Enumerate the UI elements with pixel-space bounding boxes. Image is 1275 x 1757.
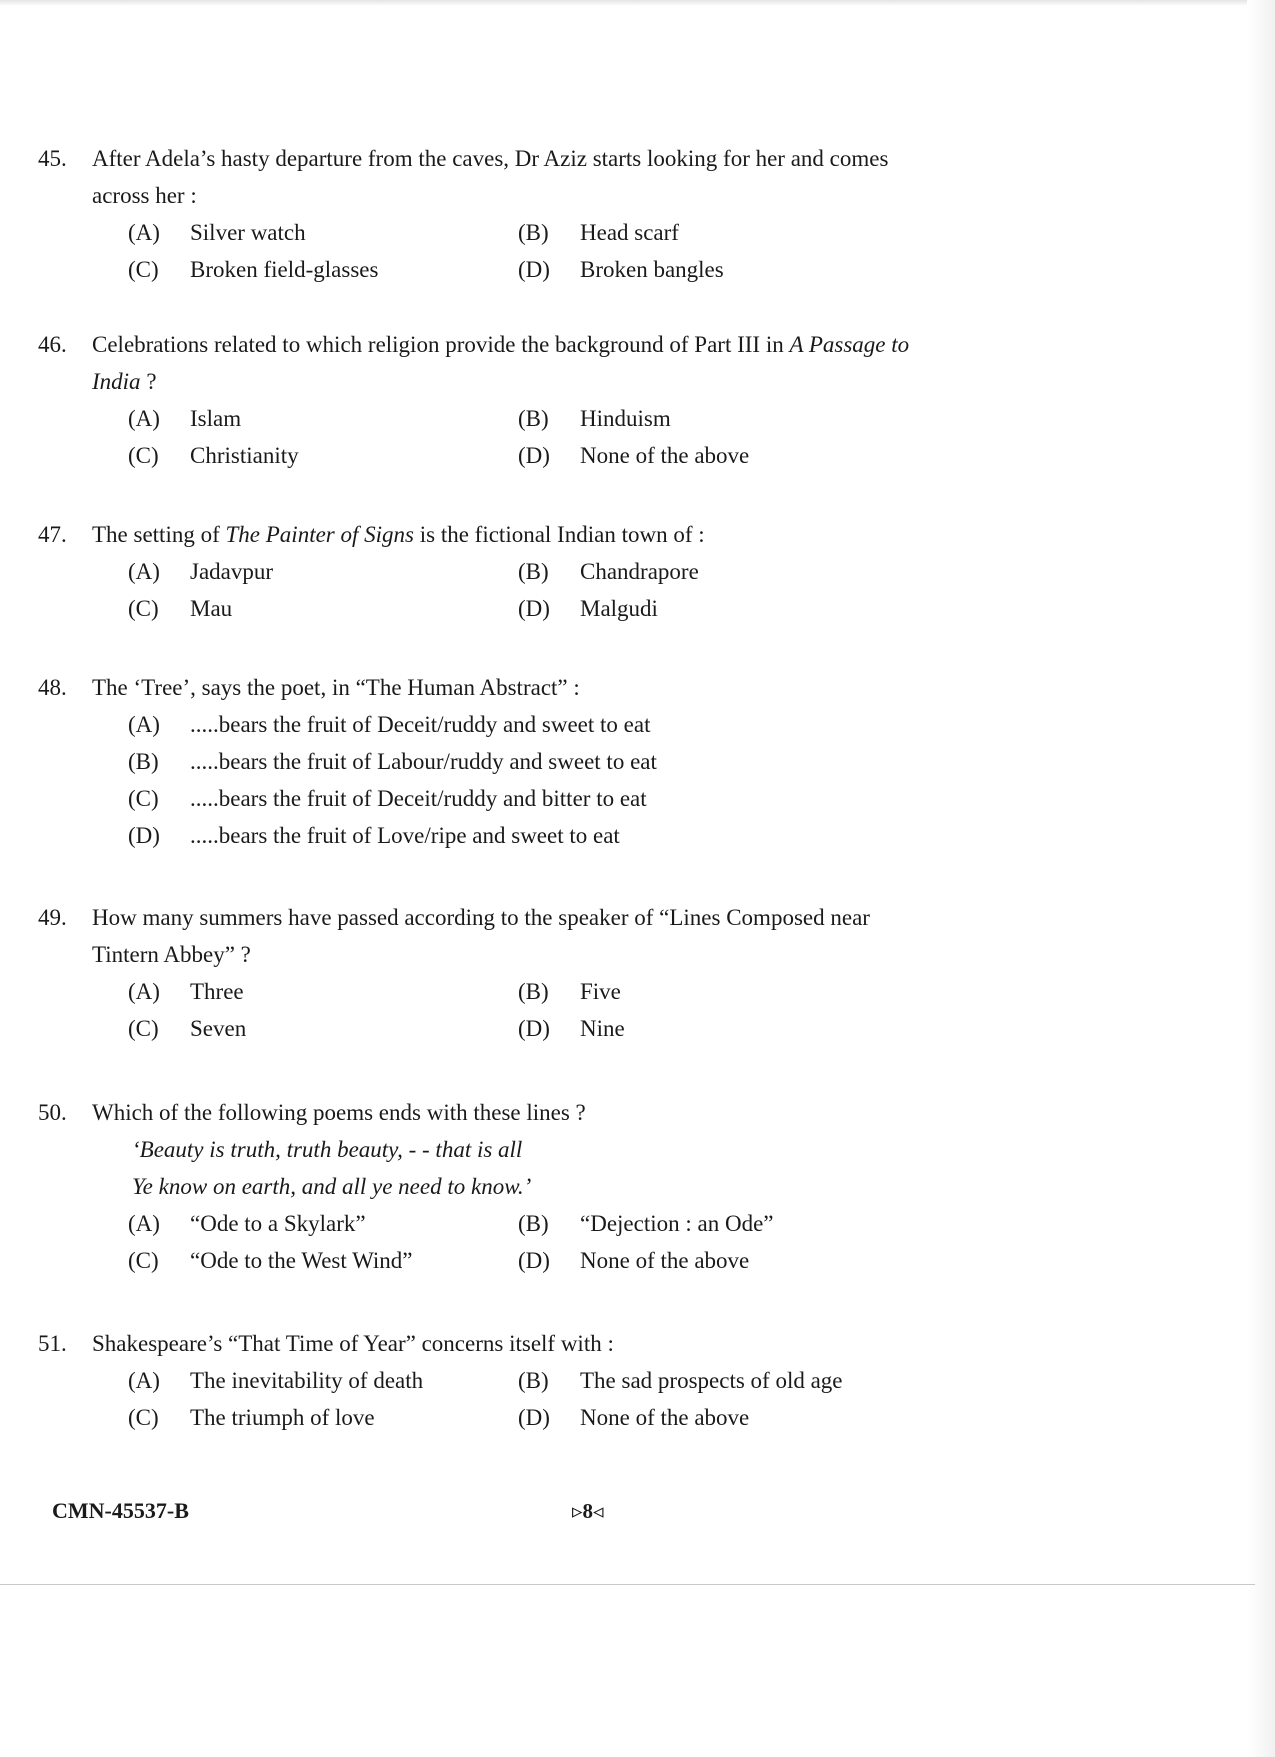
option-a[interactable]: (A) Three (128, 979, 244, 1004)
option-a[interactable]: (A) Silver watch (128, 220, 306, 245)
option-b[interactable]: (B) Hinduism (518, 406, 671, 431)
question-number: 46. (38, 332, 67, 357)
question-number: 47. (38, 522, 67, 547)
question-46 (38, 326, 932, 474)
option-b[interactable]: (B) “Dejection : an Ode” (518, 1211, 774, 1236)
options (128, 1362, 932, 1436)
option-d[interactable]: (D) None of the above (518, 1405, 750, 1430)
scan-right-edge (1247, 0, 1275, 1757)
options (128, 214, 932, 288)
question-number: 50. (38, 1100, 67, 1125)
option-c[interactable]: (C) Broken field-glasses (128, 257, 379, 282)
option-b[interactable]: (B) The sad prospects of old age (518, 1368, 843, 1393)
paper-code: CMN-45537-B (52, 1498, 189, 1523)
question-stem: The setting of The Painter of Signs is the fictional Indian town of : (92, 522, 705, 547)
question-number: 49. (38, 905, 67, 930)
scan-top-edge (0, 0, 1275, 6)
option-a[interactable]: (A) The inevitability of death (128, 1368, 424, 1393)
option-a[interactable]: (A) Jadavpur (128, 559, 274, 584)
question-stem: The ‘Tree’, says the poet, in “The Human Abstract” : (92, 675, 580, 700)
question-47 (38, 516, 932, 627)
bottom-rule (0, 1584, 1255, 1585)
book-title: A Passage to India (92, 332, 910, 394)
option-c[interactable]: (C) Seven (128, 1016, 247, 1041)
option-d[interactable]: (D) None of the above (518, 443, 750, 468)
question-number: 48. (38, 675, 67, 700)
option-a[interactable]: (A) Islam (128, 406, 242, 431)
quote-line: Ye know on earth, and all ye need to know.’ (132, 1174, 532, 1199)
option-d[interactable]: (D) .....bears the fruit of Love/ripe and sweet to eat (128, 823, 620, 848)
question-51 (38, 1325, 932, 1436)
question-stem: Which of the following poems ends with these lines ? (92, 1100, 586, 1125)
question-number: 51. (38, 1331, 67, 1356)
option-c[interactable]: (C) “Ode to the West Wind” (128, 1248, 413, 1273)
option-d[interactable]: (D) Malgudi (518, 596, 658, 621)
option-b[interactable]: (B) Five (518, 979, 621, 1004)
quote-line: ‘Beauty is truth, truth beauty, - - that is all (132, 1137, 523, 1162)
question-stem: Celebrations related to which religion provide the background of Part III in A Passage to India ? (92, 332, 910, 394)
option-b[interactable]: (B) .....bears the fruit of Labour/ruddy and sweet to eat (128, 749, 657, 774)
option-c[interactable]: (C) .....bears the fruit of Deceit/ruddy and bitter to eat (128, 786, 647, 811)
option-a[interactable]: (A) “Ode to a Skylark” (128, 1211, 366, 1236)
question-48 (38, 669, 932, 854)
option-d[interactable]: (D) None of the above (518, 1248, 750, 1273)
options (128, 1205, 932, 1279)
options (128, 973, 932, 1047)
question-stem: After Adela’s hasty departure from the caves, Dr Aziz starts looking for her and comes across her : (92, 146, 889, 208)
option-c[interactable]: (C) Mau (128, 596, 233, 621)
option-d[interactable]: (D) Nine (518, 1016, 625, 1041)
option-d[interactable]: (D) Broken bangles (518, 257, 724, 282)
question-45 (38, 140, 932, 288)
options (128, 706, 932, 854)
book-title: The Painter of Signs (225, 522, 414, 547)
question-49 (38, 899, 932, 1047)
question-50 (38, 1094, 932, 1279)
question-number: 45. (38, 146, 67, 171)
page-number: ▹8◃ (572, 1499, 604, 1523)
option-c[interactable]: (C) Christianity (128, 443, 299, 468)
question-stem: Shakespeare’s “That Time of Year” concerns itself with : (92, 1331, 614, 1356)
option-c[interactable]: (C) The triumph of love (128, 1405, 375, 1430)
option-b[interactable]: (B) Chandrapore (518, 559, 699, 584)
option-a[interactable]: (A) .....bears the fruit of Deceit/ruddy and sweet to eat (128, 712, 651, 737)
option-b[interactable]: (B) Head scarf (518, 220, 679, 245)
options (128, 400, 932, 474)
question-stem: How many summers have passed according to the speaker of “Lines Composed near Tintern Abbey” ? (92, 905, 870, 967)
options (128, 553, 932, 627)
quoted-lines (132, 1131, 932, 1205)
